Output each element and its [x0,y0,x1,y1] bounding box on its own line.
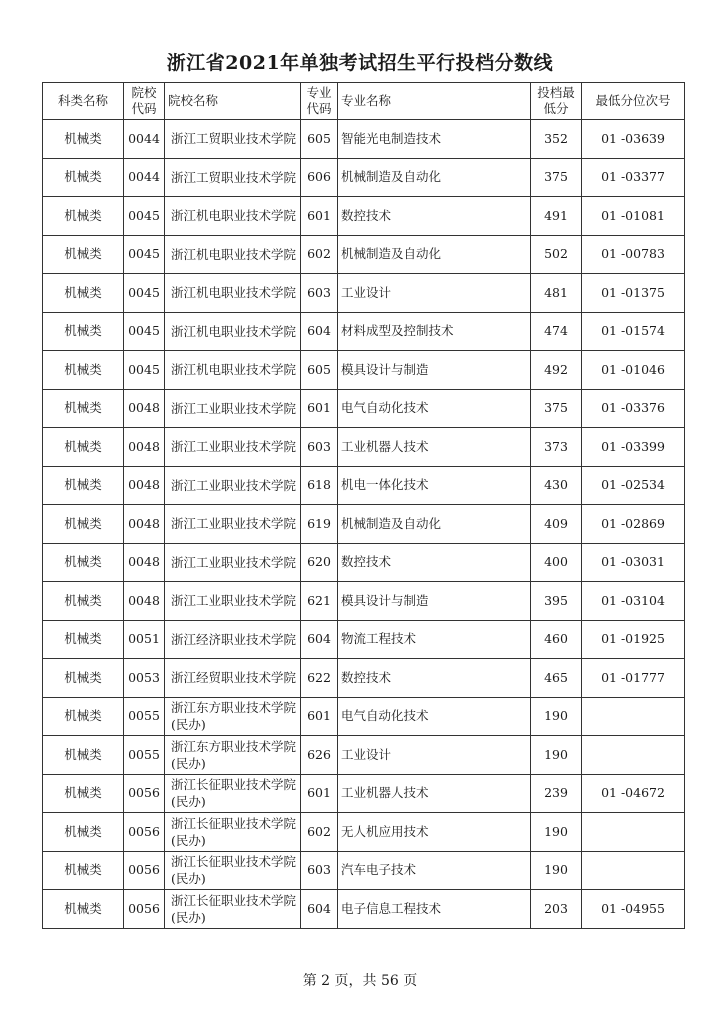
header-major-name: 专业名称 [338,83,531,120]
cell-category: 机械类 [43,351,124,390]
cell-min-score: 373 [531,428,582,467]
cell-school-code: 0044 [124,158,165,197]
cell-school-name: 浙江工贸职业技术学院 [165,120,301,159]
cell-major-name: 物流工程技术 [338,620,531,659]
cell-major-name: 数控技术 [338,543,531,582]
cell-school-name: 浙江机电职业技术学院 [165,312,301,351]
table-row [43,774,685,813]
cell-min-rank: 01 -03639 [582,120,685,159]
header-school-name: 院校名称 [165,83,301,120]
cell-min-score: 409 [531,505,582,544]
cell-category: 机械类 [43,197,124,236]
cell-major-name: 机械制造及自动化 [338,158,531,197]
table-row [43,389,685,428]
cell-major-name: 电子信息工程技术 [338,890,531,929]
cell-major-name: 电气自动化技术 [338,697,531,736]
cell-school-code: 0048 [124,466,165,505]
cell-school-code: 0048 [124,505,165,544]
cell-category: 机械类 [43,158,124,197]
cell-school-name: 浙江机电职业技术学院 [165,351,301,390]
cell-major-name: 汽车电子技术 [338,851,531,890]
cell-major-name: 数控技术 [338,197,531,236]
cell-school-code: 0045 [124,274,165,313]
cell-min-rank: 01 -01777 [582,659,685,698]
cell-school-name: 浙江长征职业技术学院(民办) [165,813,301,852]
cell-min-rank [582,813,685,852]
cell-min-rank: 01 -01046 [582,351,685,390]
table-row [43,351,685,390]
cell-min-score: 491 [531,197,582,236]
cell-min-rank: 01 -02534 [582,466,685,505]
cell-major-code: 622 [301,659,338,698]
page-footer: 第 2 页，共 56 页 [302,973,418,989]
cell-min-rank: 01 -01574 [582,312,685,351]
cell-major-code: 601 [301,389,338,428]
cell-min-score: 492 [531,351,582,390]
table-row [43,197,685,236]
cell-major-name: 机械制造及自动化 [338,505,531,544]
cell-min-score: 481 [531,274,582,313]
page-title: 浙江省2021年单独考试招生平行投档分数线 [166,52,554,74]
cell-min-score: 474 [531,312,582,351]
cell-category: 机械类 [43,774,124,813]
cell-major-name: 无人机应用技术 [338,813,531,852]
cell-min-rank: 01 -04672 [582,774,685,813]
cell-major-code: 605 [301,351,338,390]
cell-major-code: 601 [301,197,338,236]
table-header-row [43,83,685,120]
cell-category: 机械类 [43,736,124,775]
table-row [43,890,685,929]
cell-school-name: 浙江东方职业技术学院(民办) [165,697,301,736]
cell-category: 机械类 [43,582,124,621]
cell-school-name: 浙江工贸职业技术学院 [165,158,301,197]
cell-category: 机械类 [43,389,124,428]
cell-category: 机械类 [43,620,124,659]
cell-category: 机械类 [43,890,124,929]
table-row [43,120,685,159]
cell-min-rank: 01 -01375 [582,274,685,313]
cell-school-name: 浙江工业职业技术学院 [165,428,301,467]
cell-school-code: 0056 [124,851,165,890]
cell-min-score: 375 [531,389,582,428]
cell-school-code: 0045 [124,235,165,274]
cell-major-name: 智能光电制造技术 [338,120,531,159]
cell-min-score: 430 [531,466,582,505]
cell-major-name: 模具设计与制造 [338,351,531,390]
cell-min-rank: 01 -01925 [582,620,685,659]
cell-major-code: 604 [301,312,338,351]
cell-min-score: 190 [531,813,582,852]
cell-school-code: 0048 [124,543,165,582]
cell-major-code: 601 [301,697,338,736]
cell-min-score: 352 [531,120,582,159]
cell-major-name: 电气自动化技术 [338,389,531,428]
cell-major-code: 602 [301,813,338,852]
cell-major-name: 材料成型及控制技术 [338,312,531,351]
cell-min-rank: 01 -03399 [582,428,685,467]
cell-school-code: 0056 [124,813,165,852]
table-row [43,851,685,890]
table-row [43,582,685,621]
cell-min-score: 395 [531,582,582,621]
cell-min-score: 502 [531,235,582,274]
cell-school-name: 浙江工业职业技术学院 [165,466,301,505]
table-row [43,158,685,197]
cell-min-score: 239 [531,774,582,813]
cell-min-rank: 01 -04955 [582,890,685,929]
table-row [43,428,685,467]
table-row [43,813,685,852]
cell-category: 机械类 [43,466,124,505]
cell-school-code: 0048 [124,428,165,467]
cell-major-code: 618 [301,466,338,505]
table-row [43,505,685,544]
cell-major-name: 工业设计 [338,736,531,775]
cell-min-score: 203 [531,890,582,929]
cell-school-name: 浙江长征职业技术学院(民办) [165,851,301,890]
cell-category: 机械类 [43,312,124,351]
cell-major-code: 601 [301,774,338,813]
cell-major-code: 626 [301,736,338,775]
cell-major-code: 606 [301,158,338,197]
table-row [43,274,685,313]
cell-category: 机械类 [43,505,124,544]
cell-school-code: 0051 [124,620,165,659]
cell-school-name: 浙江工业职业技术学院 [165,582,301,621]
cell-major-code: 619 [301,505,338,544]
cell-category: 机械类 [43,697,124,736]
cell-school-code: 0053 [124,659,165,698]
cell-major-name: 工业设计 [338,274,531,313]
cell-category: 机械类 [43,274,124,313]
table-row [43,659,685,698]
cell-category: 机械类 [43,428,124,467]
cell-major-code: 603 [301,851,338,890]
cell-min-score: 190 [531,697,582,736]
cell-min-rank: 01 -03031 [582,543,685,582]
score-table [42,82,685,929]
cell-school-name: 浙江机电职业技术学院 [165,274,301,313]
cell-min-rank [582,851,685,890]
cell-major-code: 603 [301,428,338,467]
header-category: 科类名称 [43,83,124,120]
cell-school-name: 浙江机电职业技术学院 [165,235,301,274]
cell-min-rank: 01 -02869 [582,505,685,544]
cell-school-code: 0045 [124,351,165,390]
cell-major-code: 602 [301,235,338,274]
cell-category: 机械类 [43,235,124,274]
cell-major-name: 工业机器人技术 [338,428,531,467]
cell-school-code: 0056 [124,774,165,813]
cell-category: 机械类 [43,543,124,582]
cell-school-code: 0044 [124,120,165,159]
table-row [43,312,685,351]
cell-school-code: 0055 [124,736,165,775]
table-row [43,466,685,505]
cell-school-name: 浙江工业职业技术学院 [165,505,301,544]
cell-major-name: 数控技术 [338,659,531,698]
cell-school-code: 0048 [124,389,165,428]
cell-major-code: 605 [301,120,338,159]
table-row [43,697,685,736]
cell-min-score: 465 [531,659,582,698]
cell-school-code: 0045 [124,197,165,236]
table-row [43,235,685,274]
header-min-rank: 最低分位次号 [582,83,685,120]
cell-category: 机械类 [43,813,124,852]
cell-major-name: 机电一体化技术 [338,466,531,505]
cell-min-rank [582,697,685,736]
cell-major-code: 604 [301,620,338,659]
cell-major-code: 604 [301,890,338,929]
cell-major-code: 603 [301,274,338,313]
cell-category: 机械类 [43,851,124,890]
cell-school-name: 浙江机电职业技术学院 [165,197,301,236]
cell-major-name: 工业机器人技术 [338,774,531,813]
cell-min-score: 190 [531,736,582,775]
cell-school-name: 浙江经贸职业技术学院 [165,659,301,698]
header-min-score: 投档最低分 [531,83,582,120]
table-row [43,620,685,659]
cell-school-name: 浙江东方职业技术学院(民办) [165,736,301,775]
cell-school-code: 0055 [124,697,165,736]
cell-school-name: 浙江工业职业技术学院 [165,389,301,428]
cell-min-rank: 01 -03104 [582,582,685,621]
cell-min-score: 190 [531,851,582,890]
cell-min-rank: 01 -01081 [582,197,685,236]
cell-major-code: 620 [301,543,338,582]
table-row [43,736,685,775]
table-row [43,543,685,582]
cell-major-code: 621 [301,582,338,621]
header-major-code: 专业代码 [301,83,338,120]
cell-min-rank [582,736,685,775]
cell-school-name: 浙江长征职业技术学院(民办) [165,890,301,929]
cell-min-score: 375 [531,158,582,197]
cell-school-code: 0056 [124,890,165,929]
cell-school-code: 0048 [124,582,165,621]
header-school-code: 院校代码 [124,83,165,120]
cell-school-name: 浙江长征职业技术学院(民办) [165,774,301,813]
cell-min-rank: 01 -03376 [582,389,685,428]
cell-min-rank: 01 -00783 [582,235,685,274]
cell-major-name: 机械制造及自动化 [338,235,531,274]
cell-school-name: 浙江工业职业技术学院 [165,543,301,582]
cell-min-score: 400 [531,543,582,582]
cell-major-name: 模具设计与制造 [338,582,531,621]
cell-school-name: 浙江经济职业技术学院 [165,620,301,659]
cell-category: 机械类 [43,659,124,698]
cell-category: 机械类 [43,120,124,159]
cell-school-code: 0045 [124,312,165,351]
cell-min-rank: 01 -03377 [582,158,685,197]
cell-min-score: 460 [531,620,582,659]
